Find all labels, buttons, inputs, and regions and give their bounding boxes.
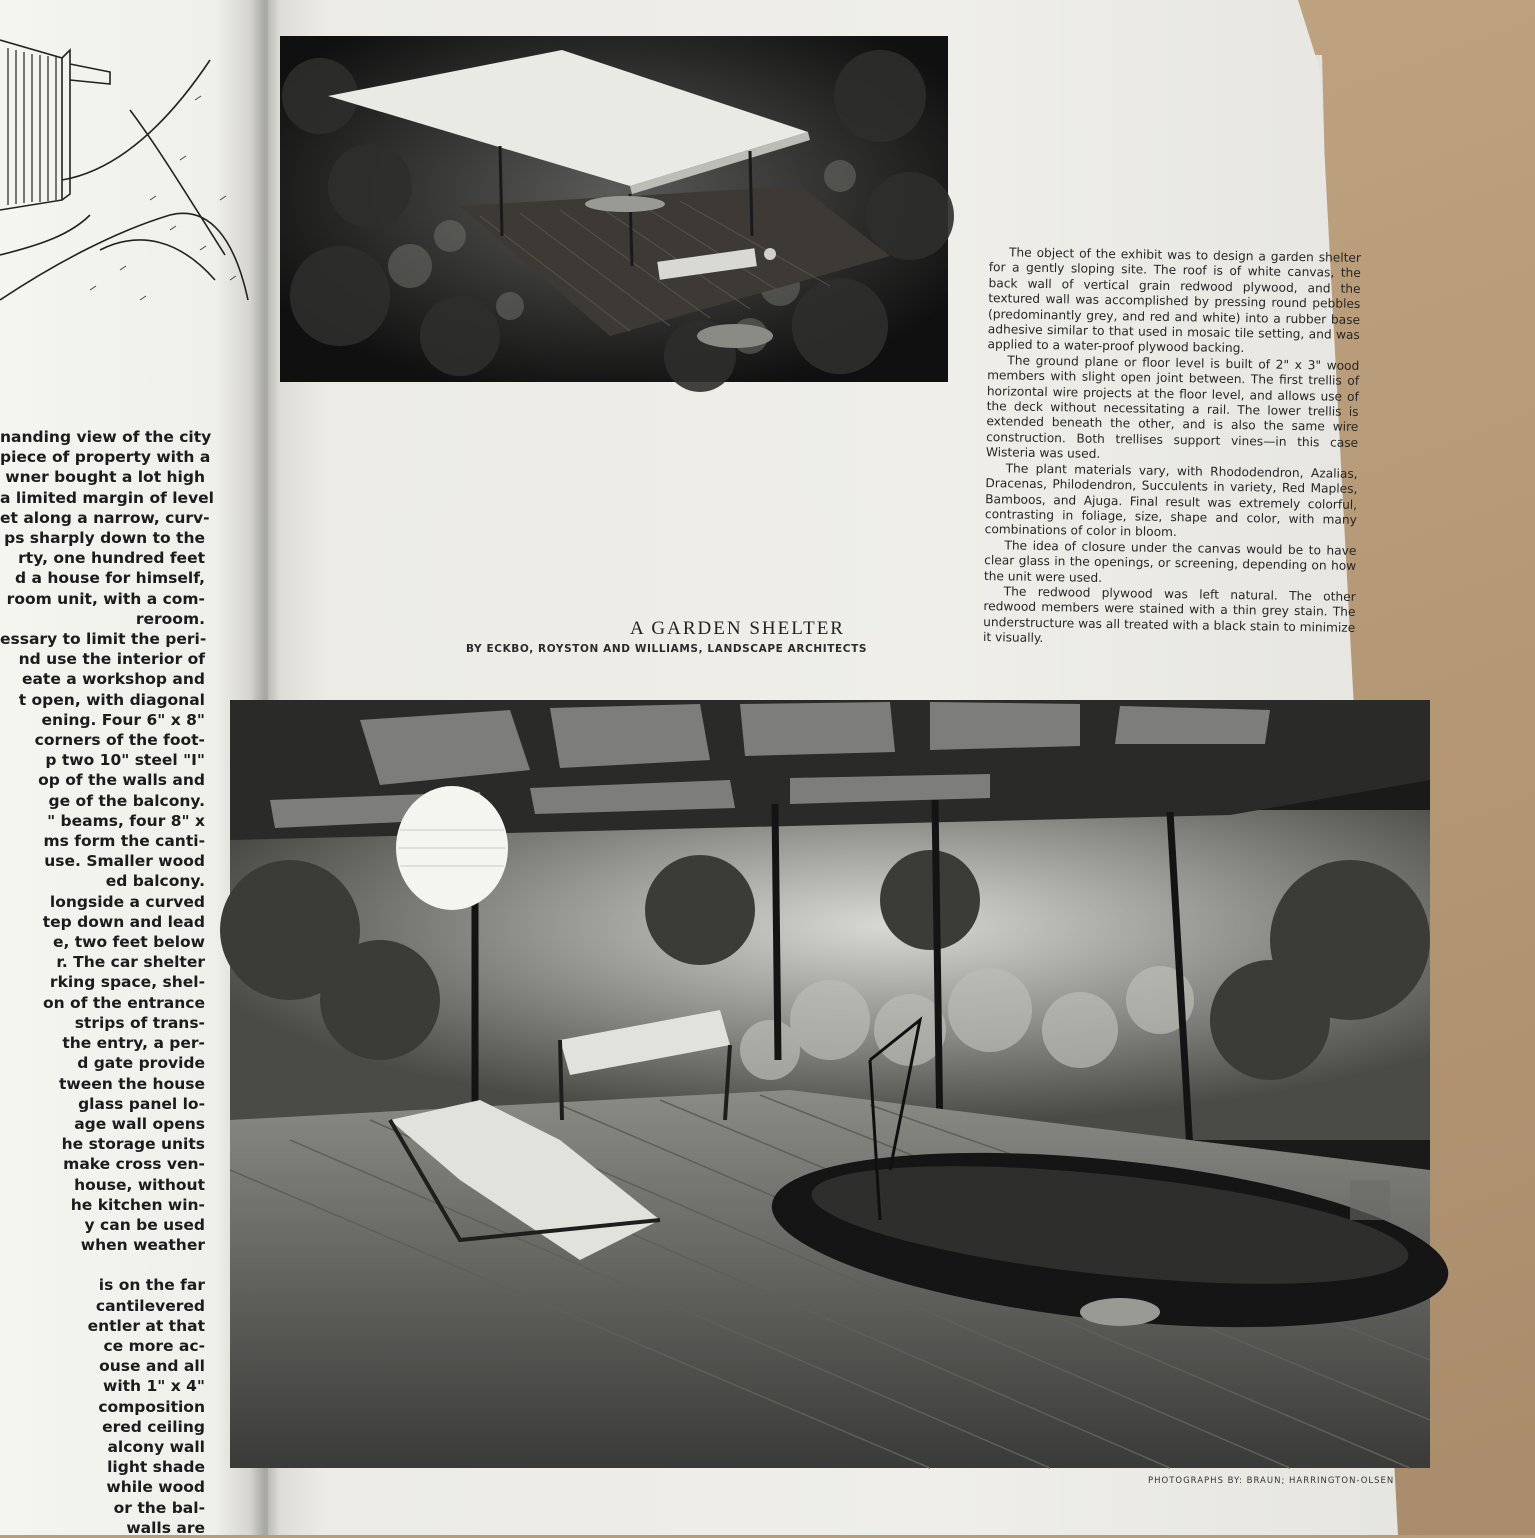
left-line: the entry, a per- xyxy=(62,1034,205,1053)
left-line: op of the walls and xyxy=(38,771,205,790)
left-line: house, without xyxy=(74,1175,205,1194)
left-line: ce more ac- xyxy=(103,1336,205,1355)
article-paragraph: The redwood plywood was left natural. The other redwood members were stained with a thin grey stain. The understructure was all treated with a black stain to minimize it visually. xyxy=(982,584,1356,646)
left-line: nanding view of the city xyxy=(0,428,212,446)
left-line: e, two feet below xyxy=(52,933,205,952)
left-line: ening. Four 6" x 8" xyxy=(41,710,205,729)
left-line: d gate provide xyxy=(77,1054,205,1073)
left-line: ouse and all xyxy=(99,1357,205,1376)
garden-shelter-aerial-photo xyxy=(280,36,948,382)
left-line: alcony wall xyxy=(107,1437,205,1456)
left-line: piece of property with a xyxy=(0,448,211,467)
left-line: eate a workshop and xyxy=(21,670,205,689)
left-line: he storage units xyxy=(61,1135,205,1154)
left-line: essary to limit the peri- xyxy=(0,630,207,649)
left-line: " beams, four 8" x xyxy=(47,811,205,830)
left-line: reroom. xyxy=(135,609,205,628)
left-line: when weather xyxy=(80,1236,205,1255)
article-body xyxy=(983,245,1361,651)
left-line: he kitchen win- xyxy=(70,1195,205,1214)
left-line: while wood xyxy=(106,1478,205,1497)
article-paragraph: The plant materials vary, with Rhododendron, Azalias, Dracenas, Philodendron, Succulents in variety, Red Maples, Bamboos, and Ajuga. Final result was extremely colorful, contrasting in foliage, size, shape and color, with many combinations of color in bloom. xyxy=(984,461,1358,540)
left-line: tween the house xyxy=(59,1074,205,1093)
left-line: longside a curved xyxy=(49,892,205,911)
left-line: ge of the balcony. xyxy=(48,791,205,810)
left-line: is on the far xyxy=(98,1276,205,1295)
left-line: room unit, with a com- xyxy=(6,589,205,608)
architectural-sketch xyxy=(0,0,255,330)
left-line: nd use the interior of xyxy=(18,650,205,669)
left-line: et along a narrow, curv- xyxy=(0,508,210,527)
left-line: ms form the canti- xyxy=(43,832,205,851)
left-line: corners of the foot- xyxy=(34,731,205,750)
left-line: tep down and lead xyxy=(42,912,205,931)
left-line: with 1" x 4" xyxy=(103,1377,205,1396)
left-line: on of the entrance xyxy=(42,993,205,1012)
left-line: make cross ven- xyxy=(63,1155,205,1174)
left-line: light shade xyxy=(107,1458,205,1477)
article-byline: BY ECKBO, ROYSTON AND WILLIAMS, LANDSCAPE ARCHITECTS xyxy=(466,643,868,655)
left-line: strips of trans- xyxy=(74,1013,205,1032)
left-line: ed balcony. xyxy=(105,872,205,891)
left-line: rty, one hundred feet xyxy=(18,549,205,568)
left-line: cantilevered xyxy=(95,1296,205,1315)
left-line: ps sharply down to the xyxy=(4,529,205,548)
left-line: r. The car shelter xyxy=(56,953,205,972)
left-line: age wall opens xyxy=(74,1114,205,1133)
left-line: y can be used xyxy=(84,1215,205,1234)
article-title: A GARDEN SHELTER xyxy=(630,618,845,639)
left-line: or the bal- xyxy=(113,1498,205,1517)
article-paragraph: The idea of closure under the canvas would be to have clear glass in the openings, or screening, depending on how the unit were used. xyxy=(983,538,1357,585)
photo-credit: PHOTOGRAPHS BY: BRAUN; HARRINGTON-OLSEN xyxy=(1148,1476,1395,1486)
left-line: entler at that xyxy=(87,1316,205,1335)
left-line: t open, with diagonal xyxy=(18,690,205,709)
left-line: use. Smaller wood xyxy=(44,852,205,871)
paragraph-gap xyxy=(0,1255,205,1275)
left-line: ered ceiling xyxy=(102,1417,205,1436)
left-line: a limited margin of level xyxy=(0,488,214,507)
left-line: rking space, shel- xyxy=(49,973,205,992)
left-line: glass panel lo- xyxy=(78,1094,205,1113)
left-line: p two 10" steel "I" xyxy=(45,751,205,770)
left-line: walls are xyxy=(126,1518,205,1537)
article-paragraph: The ground plane or floor level is built of 2" x 3" wood members with slight open joint between. The first trellis of horizontal wire projects at the floor level, and allows use of the deck without necessitating a rail. The lower trellis is extended beneath the other, and is also the same wire construction. Both trellises support vines—in this case Wisteria was used. xyxy=(985,353,1360,462)
garden-shelter-interior-photo xyxy=(230,700,1430,1468)
left-page-body-text xyxy=(0,427,214,1537)
article-paragraph: The object of the exhibit was to design a garden shelter for a gently sloping site. The roof is of white canvas, the back wall of vertical grain redwood plywood, and the textured wall was accomplished by pressing round pebbles (predominantly grey, and red and white) into a rubber base adhesive similar to that used in mosaic tile setting, and was applied to a water-proof plywood backing. xyxy=(987,245,1362,356)
left-line: wner bought a lot high xyxy=(5,468,205,487)
left-line: composition xyxy=(98,1397,205,1416)
left-line: d a house for himself, xyxy=(15,569,205,588)
